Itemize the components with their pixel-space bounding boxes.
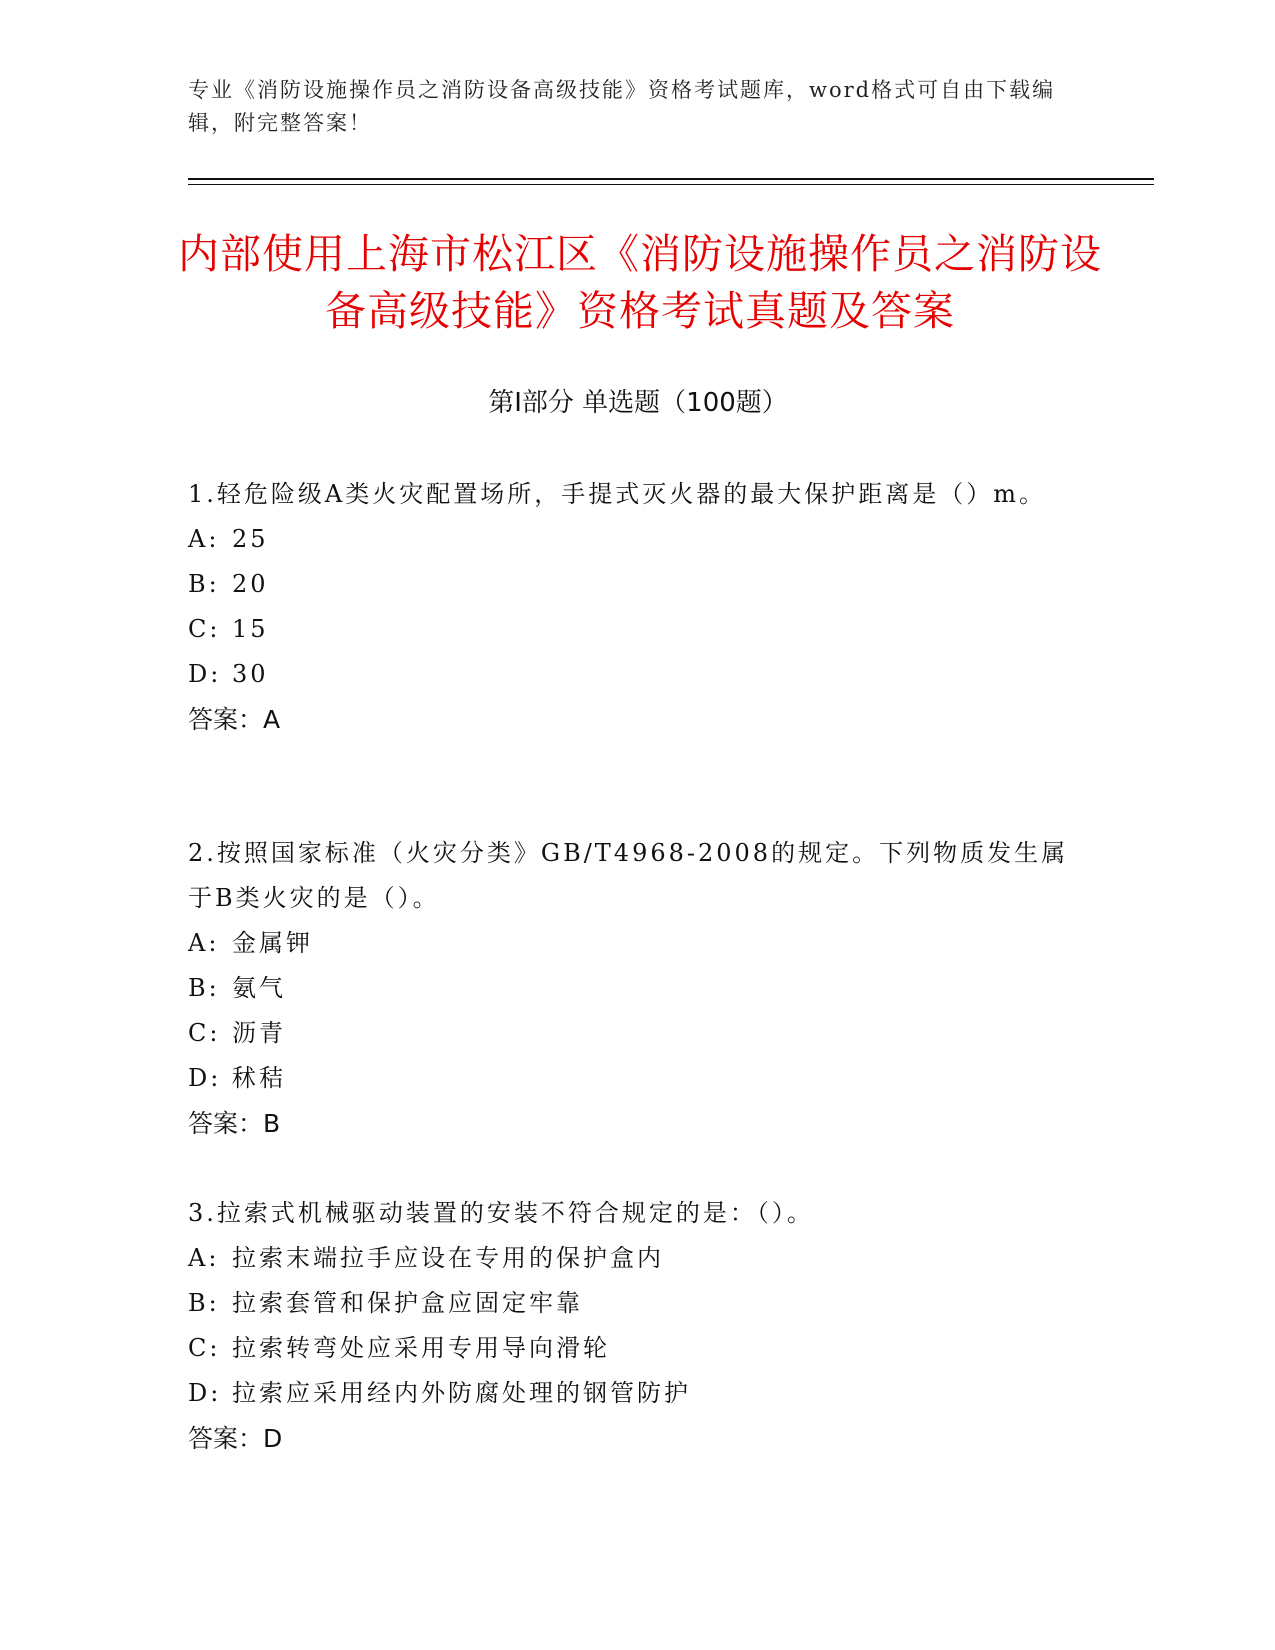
- option-text: 金属钾: [232, 929, 313, 957]
- option-key: A:: [188, 525, 220, 553]
- option-key: D:: [188, 1064, 222, 1092]
- option-d: [188, 1371, 1088, 1416]
- question-3: [188, 1191, 1088, 1461]
- question-stem: 3.拉索式机械驱动装置的安装不符合规定的是：（）。: [188, 1199, 814, 1227]
- section-heading: 第Ⅰ部分 单选题（100题）: [488, 388, 788, 418]
- option-a: [188, 921, 1088, 966]
- option-c: [188, 607, 1088, 652]
- option-text: 沥青: [232, 1019, 286, 1047]
- option-d: [188, 1056, 1088, 1101]
- option-b: [188, 966, 1088, 1011]
- option-key: B:: [188, 570, 220, 598]
- question-stem: 1.轻危险级A类火灾配置场所，手提式灭火器的最大保护距离是（）m。: [188, 480, 1046, 508]
- header-divider-thick: [188, 178, 1154, 180]
- option-a: [188, 517, 1088, 562]
- answer: 答案：D: [188, 1424, 283, 1453]
- option-key: D:: [188, 660, 222, 688]
- option-text: 30: [232, 660, 269, 688]
- option-key: B:: [188, 974, 220, 1002]
- option-text: 拉索套管和保护盒应固定牢靠: [232, 1289, 583, 1317]
- question-1: [188, 472, 1088, 742]
- option-c: [188, 1326, 1088, 1371]
- option-key: C:: [188, 1019, 221, 1047]
- option-b: [188, 1281, 1088, 1326]
- option-text: 拉索转弯处应采用专用导向滑轮: [232, 1334, 610, 1362]
- answer: 答案：A: [188, 705, 281, 734]
- option-text: 拉索末端拉手应设在专用的保护盒内: [232, 1244, 664, 1272]
- option-a: [188, 1236, 1088, 1281]
- option-key: C:: [188, 1334, 221, 1362]
- option-text: 15: [232, 615, 269, 643]
- document-title: 内部使用上海市松江区《消防设施操作员之消防设备高级技能》资格考试真题及答案: [178, 230, 1102, 335]
- header-divider-thin: [188, 184, 1154, 185]
- option-text: 秫秸: [232, 1064, 286, 1092]
- option-text: 20: [232, 570, 269, 598]
- option-b: [188, 562, 1088, 607]
- option-key: A:: [188, 929, 220, 957]
- header-note: 专业《消防设施操作员之消防设备高级技能》资格考试题库，word格式可自由下载编辑，附完整答案！: [188, 78, 1056, 135]
- option-key: A:: [188, 1244, 220, 1272]
- option-key: C:: [188, 615, 221, 643]
- question-2: [188, 831, 1088, 1146]
- option-key: B:: [188, 1289, 220, 1317]
- question-stem: 2.按照国家标准（火灾分类》GB/T4968-2008的规定。下列物质发生属于B类火灾的是（）。: [188, 839, 1069, 912]
- option-text: 氨气: [232, 974, 286, 1002]
- option-key: D:: [188, 1379, 222, 1407]
- option-d: [188, 652, 1088, 697]
- answer: 答案：B: [188, 1109, 281, 1138]
- option-text: 拉索应采用经内外防腐处理的钢管防护: [232, 1379, 691, 1407]
- option-c: [188, 1011, 1088, 1056]
- option-text: 25: [232, 525, 269, 553]
